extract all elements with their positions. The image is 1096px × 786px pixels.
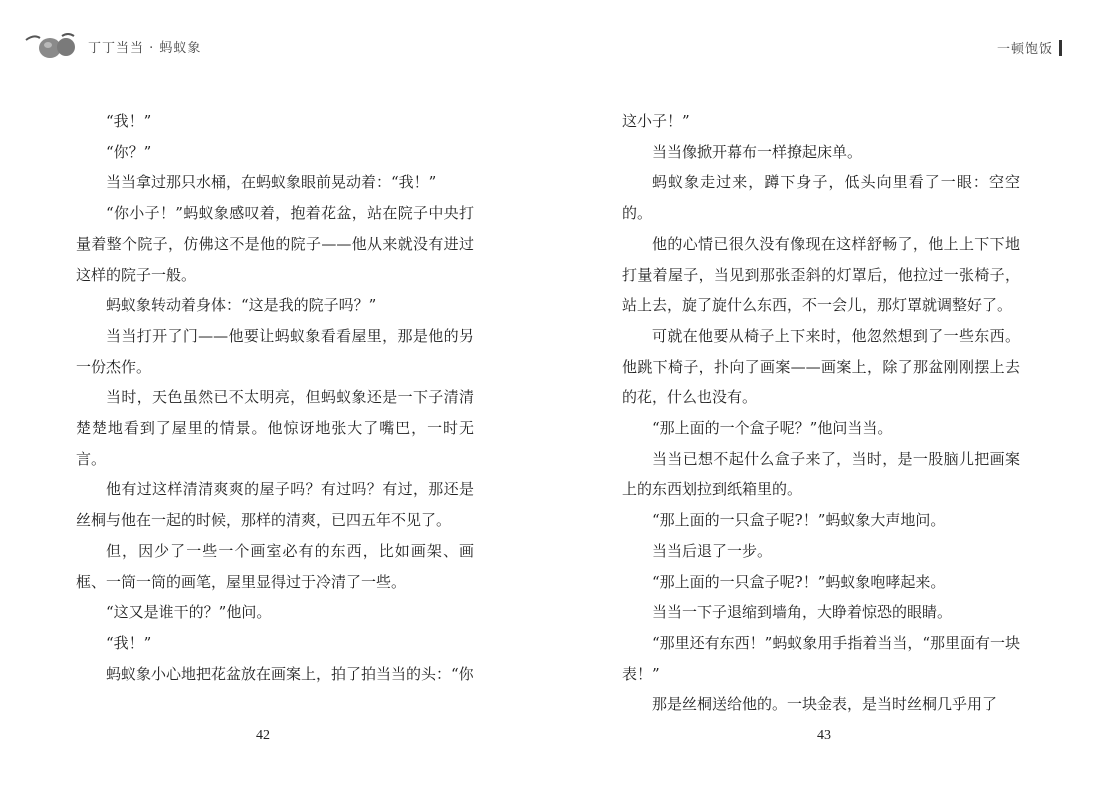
paragraph: 当时，天色虽然已不太明亮，但蚂蚁象还是一下子清清楚楚地看到了屋里的情景。他惊讶地张大了嘴巴，一时无言。 — [76, 388, 474, 468]
paragraph: 当当打开了门——他要让蚂蚁象看看屋里，那是他的另一份杰作。 — [76, 326, 474, 376]
paragraph: 当当一下子退缩到墙角，大睁着惊恐的眼睛。 — [652, 603, 953, 622]
running-header-left — [24, 30, 201, 62]
paragraph: 蚂蚁象转动着身体：“这是我的院子吗？” — [106, 296, 377, 315]
paragraph: 当当拿过那只水桶，在蚂蚁象眼前晃动着：“我！” — [106, 173, 437, 192]
paragraph: 他有过这样清清爽爽的屋子吗？有过吗？有过，那还是丝桐与他在一起的时候，那样的清爽，已四五年不见了。 — [76, 480, 474, 530]
header-bar-mark — [1059, 40, 1062, 56]
paragraph: “我！” — [106, 633, 152, 652]
paragraph: “我！” — [106, 112, 152, 130]
paragraph: “那里还有东西！”蚂蚁象用手指着当当，“那里面有一块表！” — [622, 633, 1021, 683]
paragraph: 蚂蚁象小心地把花盆放在画案上，拍了拍当当的头：“你 — [106, 664, 474, 683]
left-page-text — [76, 106, 474, 689]
paragraph: “你？” — [106, 142, 152, 161]
paragraph: 蚂蚁象走过来，蹲下身子，低头向里看了一眼：空空的。 — [622, 173, 1020, 223]
paragraph: 那是丝桐送给他的。一块金表，是当时丝桐几乎用了 — [652, 695, 998, 714]
paragraph: 当当后退了一步。 — [652, 541, 773, 560]
paragraph: 他的心情已很久没有像现在这样舒畅了，他上上下下地打量着屋子，当见到那张歪斜的灯罩后，他拉过一张椅子，站上去，旋了旋什么东西，不一会儿，那灯罩就调整好了。 — [622, 234, 1020, 315]
page-number-left: 42 — [256, 728, 270, 743]
paragraph-continued: 这小子！” — [622, 112, 690, 130]
paragraph: “那上面的一只盒子呢?！”蚂蚁象大声地问。 — [652, 511, 946, 530]
paragraph: “那上面的一个盒子呢？”他问当当。 — [652, 419, 893, 438]
running-header-right — [997, 38, 1062, 57]
right-page-text — [622, 106, 1020, 720]
paragraph: “你小子！”蚂蚁象感叹着，抱着花盆，站在院子中央打量着整个院子，仿佛这不是他的院子——他从来就没有进过这样的院子一般。 — [76, 204, 474, 284]
paragraph: 当当已想不起什么盒子来了，当时，是一股脑儿把画案上的东西划拉到纸箱里的。 — [622, 449, 1020, 499]
book-title: 丁丁当当 · 蚂蚁象 — [88, 40, 202, 56]
paragraph: 但，因少了一些一个画室必有的东西，比如画架、画框、一筒一筒的画笔，屋里显得过于冷清了一些。 — [76, 541, 474, 591]
chapter-title: 一顿饱饭 — [996, 42, 1053, 57]
paragraph: 当当像掀开幕布一样撩起床单。 — [652, 142, 863, 161]
paragraph: 可就在他要从椅子上下来时，他忽然想到了一些东西。他跳下椅子，扑向了画案——画案上，除了那盆刚刚摆上去的花，什么也没有。 — [622, 326, 1020, 407]
gourd-logo-icon — [24, 30, 80, 62]
page-number-right: 43 — [817, 728, 831, 743]
paragraph: “那上面的一只盒子呢?！”蚂蚁象咆哮起来。 — [652, 572, 946, 591]
paragraph: “这又是谁干的？”他问。 — [106, 603, 272, 622]
